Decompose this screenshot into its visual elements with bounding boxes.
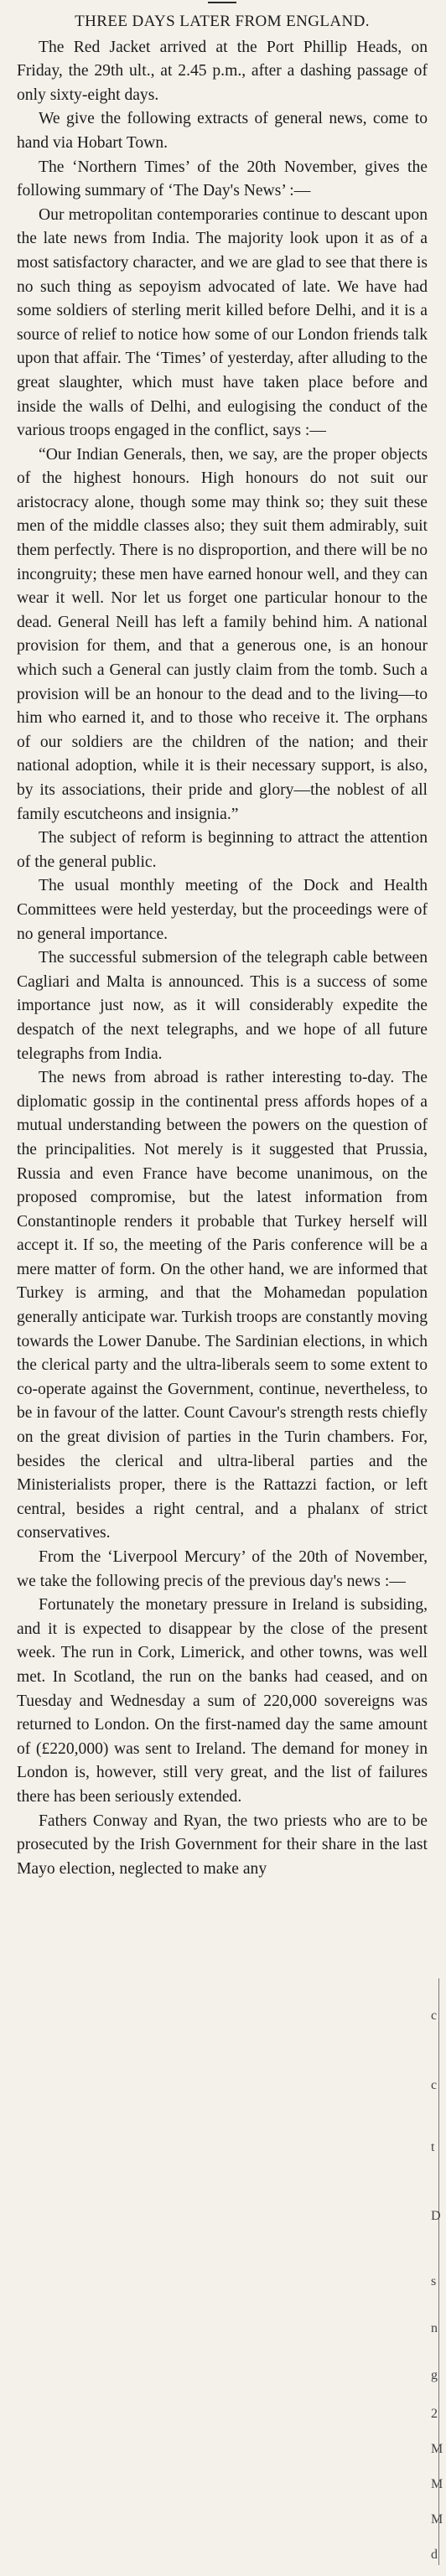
article-column bbox=[17, 10, 428, 1881]
paragraph-northern-times: The ‘Northern Times’ of the 20th November, gives the following summary of ‘The Day's News’ :— bbox=[17, 158, 428, 200]
edge-fragment: c bbox=[431, 2078, 438, 2092]
paragraph-telegraph-cable: The successful submersion of the telegraph cable between Cagliari and Malta is announced. This is a success of some importance just now, as it will considerably expedite the despatch of the next telegraphs, and we hope of all future telegraphs from India. bbox=[17, 949, 428, 1063]
paragraph-monetary-pressure: Fortunately the monetary pressure in Ireland is subsiding, and it is expected to disappear by the close of the present week. The run in Cork, Limerick, and other towns, was well met. In Scotland, the run on the banks had ceased, and on Tuesday and Wednesday a sum of 220,000 sovereigns was returned to London. On the first-named day the same amount of (£220,000) was sent to Ireland. The demand for money in London is, however, still very great, and the list of failures there has been seriously extended. bbox=[17, 1596, 428, 1806]
edge-fragment: n bbox=[431, 2321, 438, 2335]
headline: THREE DAYS LATER FROM ENGLAND. bbox=[75, 13, 370, 30]
edge-fragment: c bbox=[431, 2008, 438, 2023]
paragraph-abroad-news: The news from abroad is rather interesting to-day. The diplomatic gossip in the continental press affords hopes of a mutual understanding between the powers on the question of the principalities. Not merely is it suggested that Prussia, Russia and even France have become unanimous, on the proposed compromise, but the latest information from Constantinople renders it probable that Turkey herself will accept it. If so, the meeting of the Paris conference will be a mere matter of form. On the other hand, we are informed that Turkey is arming, and that the Mohamedan population generally anticipate war. Turkish troops are constantly moving towards the Lower Danube. The Sardinian elections, in which the clerical party and the ultra-liberals seem to some extent to co-operate against the Government, continue, nevertheless, to be in favour of the latter. Count Cavour's strength rests chiefly on the great division of parties in the Turin chambers. For, besides the clerical and ultra-liberal parties and the Ministerialists proper, there is the Rattazzi faction, or left central, besides a right central, and a phalanx of strict conservatives. bbox=[17, 1069, 428, 1542]
edge-fragment: D bbox=[431, 2209, 441, 2223]
paragraph-liverpool-mercury: From the ‘Liverpool Mercury’ of the 20th of November, we take the following precis of the previous day's news :— bbox=[17, 1548, 428, 1590]
edge-fragment: M bbox=[431, 2477, 443, 2491]
edge-fragment: M bbox=[431, 2442, 443, 2456]
paragraph-india-news: Our metropolitan contemporaries continue to descant upon the late news from India. The majority look upon it as of a most satisfactory character, and we are glad to see that there is no such thing as sepoyism advocated of late. We have had some soldiers of sterling merit killed before Delhi, and it is a source of relief to notice how some of our London friends talk upon that affair. The ‘Times’ of yesterday, after alluding to the great slaughter, which must have taken place before and inside the walls of Delhi, and eulogising the conduct of the various troops engaged in the conflict, says :— bbox=[17, 205, 428, 440]
paragraph-reform: The subject of reform is beginning to attract the attention of the general public. bbox=[17, 829, 428, 871]
paragraph-times-quote: “Our Indian Generals, then, we say, are the proper objects of the highest honours. High honours do not suit our aristocracy alone, though some may think so; they suit these men of the middle classes also; they suit them admirably, suit them perfectly. There is no disproportion, and there will be no incongruity; these men have earned honour well, and they can wear it well. Nor let us forget one particular honour to the dead. General Neill has left a family behind him. A national provision for them, and that a generous one, is an honour which such a General can justly claim from the tomb. Such a provision will be an honour to the dead and to the living—to him who earned it, and to those who receive it. The orphans of our soldiers are the children of the nation; and their national adoption, while it is their necessary support, is also, by its associations, their pride and glory—the noblest of all family escutcheons and insignia.” bbox=[17, 445, 428, 823]
paragraph-extracts: We give the following extracts of general news, come to hand via Hobart Town. bbox=[17, 110, 428, 152]
edge-fragment: M bbox=[431, 2512, 443, 2527]
edge-fragment: d bbox=[431, 2547, 438, 2562]
paragraph-fathers-conway-ryan: Fathers Conway and Ryan, the two priests who are to be prosecuted by the Irish Government for their share in the last Mayo election, neglected to make any bbox=[17, 1811, 428, 1878]
paragraph-dock-committees: The usual monthly meeting of the Dock and Health Committees were held yesterday, but the proceedings were of no general importance. bbox=[17, 877, 428, 943]
edge-fragment: 2 bbox=[431, 2407, 438, 2421]
edge-fragment: g bbox=[431, 2368, 438, 2382]
edge-fragment: t bbox=[431, 2140, 435, 2154]
paragraph-arrival: The Red Jacket arrived at the Port Phillip Heads, on Friday, the 29th ult., at 2.45 p.m., after a dashing passage of only sixty-eight days. bbox=[17, 38, 428, 104]
edge-fragment: s bbox=[431, 2274, 437, 2288]
top-rule bbox=[208, 2, 236, 3]
